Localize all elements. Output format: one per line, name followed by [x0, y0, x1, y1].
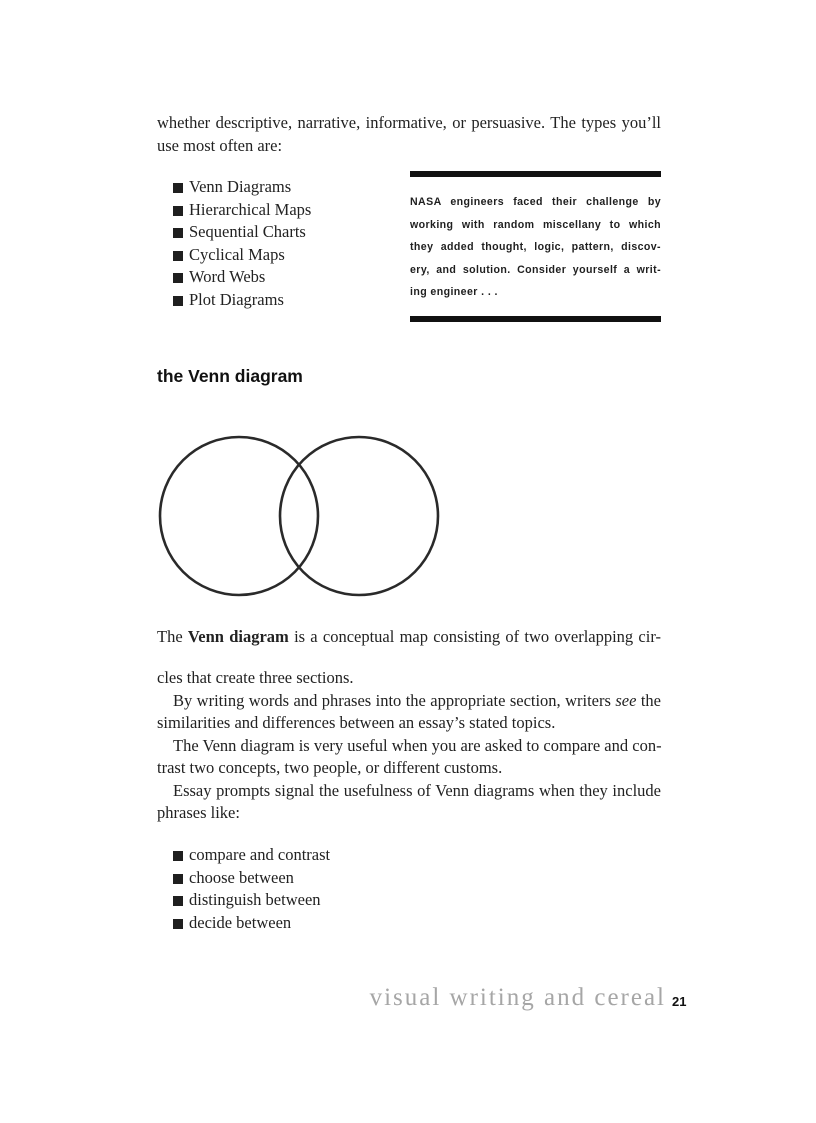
- list-item: Plot Diagrams: [173, 289, 311, 312]
- pull-quote-top-rule: [410, 171, 661, 177]
- body-line: The Venn diagram is a conceptual map consisting of two overlapping cir-: [157, 627, 661, 646]
- square-bullet-icon: [173, 228, 183, 238]
- intro-line-2: use most often are:: [157, 136, 283, 155]
- body-line: The Venn diagram is very useful when you are asked to compare and con-: [173, 736, 662, 755]
- square-bullet-icon: [173, 851, 183, 861]
- square-bullet-icon: [173, 183, 183, 193]
- list-item: decide between: [173, 912, 330, 935]
- body-line: similarities and differences between an essay’s stated topics.: [157, 713, 556, 732]
- body-line: phrases like:: [157, 803, 240, 822]
- pull-quote-line: ing engineer . . .: [410, 286, 498, 299]
- list-item: Word Webs: [173, 266, 311, 289]
- venn-left-circle: [160, 437, 318, 595]
- page-number: 21: [672, 994, 687, 1009]
- square-bullet-icon: [173, 206, 183, 216]
- pull-quote: [410, 171, 661, 322]
- venn-diagram-term: Venn diagram: [187, 627, 289, 646]
- prompt-phrases-list: [173, 844, 330, 934]
- pull-quote-line: working with random miscellany to which: [410, 218, 661, 231]
- pull-quote-line: ery, and solution. Consider yourself a writ-: [410, 263, 661, 276]
- square-bullet-icon: [173, 251, 183, 261]
- intro-line-1: whether descriptive, narrative, informative, or persuasive. The types you’ll: [157, 113, 661, 132]
- emphasis-see: see: [615, 691, 637, 710]
- running-footer-title: visual writing and cereal: [369, 984, 666, 1011]
- body-line: cles that create three sections.: [157, 668, 354, 687]
- list-item: Venn Diagrams: [173, 176, 311, 199]
- list-item: compare and contrast: [173, 844, 330, 867]
- square-bullet-icon: [173, 919, 183, 929]
- pull-quote-line: NASA engineers faced their challenge by: [410, 196, 661, 208]
- section-heading: the Venn diagram: [157, 366, 303, 386]
- square-bullet-icon: [173, 896, 183, 906]
- list-item: distinguish between: [173, 889, 330, 912]
- body-line: By writing words and phrases into the appropriate section, writers see the: [173, 691, 662, 710]
- list-item: Sequential Charts: [173, 221, 311, 244]
- list-item: Hierarchical Maps: [173, 199, 311, 222]
- body-line: trast two concepts, two people, or different customs.: [157, 758, 503, 777]
- square-bullet-icon: [173, 874, 183, 884]
- square-bullet-icon: [173, 296, 183, 306]
- map-types-list: [173, 176, 311, 312]
- list-item: Cyclical Maps: [173, 244, 311, 267]
- venn-diagram-illustration: [155, 425, 445, 605]
- square-bullet-icon: [173, 273, 183, 283]
- body-line: Essay prompts signal the usefulness of Venn diagrams when they include: [173, 781, 661, 800]
- pull-quote-bottom-rule: [410, 316, 661, 322]
- pull-quote-line: they added thought, logic, pattern, discov-: [410, 241, 661, 254]
- venn-right-circle: [280, 437, 438, 595]
- list-item: choose between: [173, 867, 330, 890]
